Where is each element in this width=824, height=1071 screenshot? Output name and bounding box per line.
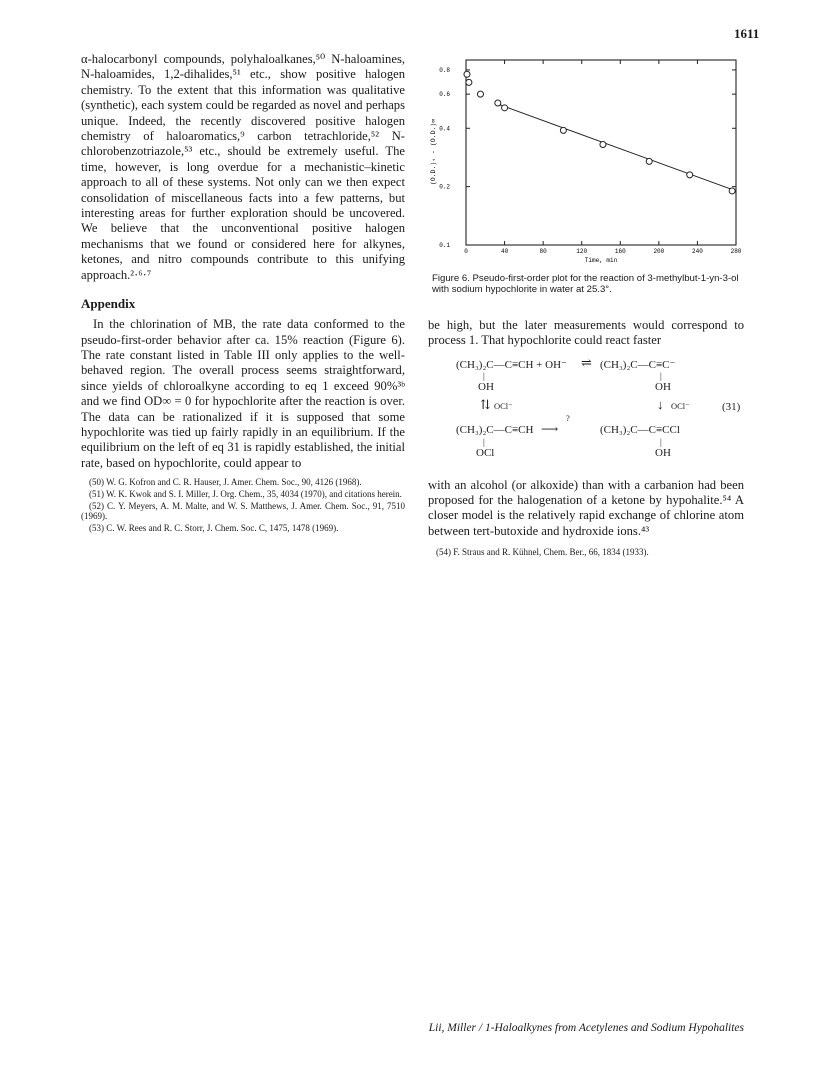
x-tick-label: 80 [539,248,547,255]
x-tick-label: 0 [464,248,468,255]
scheme-ocl-label-1: OCl⁻ [494,400,513,411]
x-tick-label: 40 [500,248,509,255]
y-tick-label: 0.4 [439,125,450,133]
equilibrium-arrow: ⇌ [581,354,592,370]
equation-31 [428,355,744,470]
scheme-ocl-sub: OCl [476,446,495,459]
y-tick-label: 0.2 [439,183,450,191]
data-point [502,105,508,111]
appendix-paragraph: In the chlorination of MB, the rate data conformed to the pseudo-first-order behavior after ca. 15% reaction (Figure 6). The rate constant listed in Table III only applies to the well-behaved region. The overall process seems straightforward, since yields of chloroalkyne according to eq 1 exceed 90%³ᵇ and we find OD∞ = 0 for hypochlorite after the reaction is over. The data can be rationalized if it is supposed that some hypochlorite was tied up fairly rapidly in an equilibrium. If the equilibrium on the left of eq 31 is rapidly established, the initial rate, based on hypochlorite, could appear to [81,317,405,470]
scheme-bond: | [660,370,662,381]
data-point [560,127,566,133]
y-axis-label: (O.D.)ₜ - (O.D.)∞ [430,118,437,186]
data-point [646,158,652,164]
scheme-oh-1: OH [478,380,494,393]
appendix-heading: Appendix [81,296,136,312]
x-tick-label: 120 [576,248,588,255]
fit-line [495,103,736,191]
x-tick-label: 280 [730,248,742,255]
x-tick-label: 240 [692,248,703,255]
y-tick-label: 0.6 [439,91,450,99]
right-paragraph-2: with an alcohol (or alkoxide) than with a carbanion had been proposed for the halogenation of a ketone by hypohalite.⁵⁴ A closer model is the relatively rapid exchange of chlorine atom between tert-butoxide and hydroxide ions.⁴³ [428,477,744,538]
right-paragraph-1: be high, but the later measurements would correspond to process 1. That hypochlorite could react faster [428,317,744,348]
figure-6 [428,52,744,267]
scheme-bond: | [660,436,662,447]
references-left [81,477,405,533]
reference-54: (54) F. Straus and R. Kühnel, Chem. Ber., 66, 1834 (1933). [436,547,649,558]
scheme-bottom-left: (CH₃)₂C—C≡CH [456,423,534,436]
scheme-bottom-right: (CH₃)₂C—C≡CCl [600,423,680,436]
scheme-ocl-label-2: OCl⁻ [671,400,690,411]
right-column [428,52,744,559]
data-point [687,172,693,178]
reference-52: (52) C. Y. Meyers, A. M. Malte, and W. S. Matthews, J. Amer. Chem. Soc., 91, 7510 (1969). [81,500,405,522]
reference-51: (51) W. K. Kwok and S. I. Miller, J. Org. Chem., 35, 4034 (1970), and citations herein. [89,488,402,499]
x-tick-label: 160 [614,248,626,255]
equation-number: (31) [722,400,741,413]
data-point [729,188,735,194]
scheme-oh-sub: OH [655,446,671,459]
left-column [81,52,405,535]
data-point [464,71,470,77]
page-number: 1611 [734,26,760,41]
figure-caption: Figure 6. Pseudo-first-order plot for the reaction of 3-methylbut-1-yn-3-ol with sodium hypochlorite in water at 25.3°. [432,273,739,296]
y-tick-label: 0.8 [439,66,450,74]
page-footer: Lii, Miller / 1-Haloalkynes from Acetylenes and Sodium Hypohalites [428,1022,744,1034]
scheme-oh-2: OH [655,380,671,393]
scheme-bond: | [483,436,485,447]
intro-paragraph: α-halocarbonyl compounds, polyhaloalkanes,⁵⁰ N-haloamines, N-haloamides, 1,2-dihalides,⁵¹ etc., show positive halogen chemistry. To the extent that this information was qualitative (synthetic), each system could be regarded as novel and perhaps unique. Indeed, the recently discovered positive halogen chemistry of haloaromatics,⁹ carbon tetrachloride,⁵² N-chlorobenzotriazole,⁵³ etc., should be extremely useful. The time, however, is long overdue for a mechanistic–kinetic approach to all of these systems. Not only can we then expect consolidation of miscellaneous facts into a few patterns, but interesting areas for further exploration should be uncovered. We believe that the unconventional positive halogen mechanisms that we found or considered here for alkynes, ketones, and nitro compounds contribute to this unifying approach.²·⁶·⁷ [81,52,405,282]
equilibrium-arrow-vertical: ⇅ [480,396,491,412]
figure-6-chart [428,52,744,267]
right-arrow: ⟶ [541,421,559,436]
down-arrow: ↓ [657,396,664,412]
reference-50: (50) W. G. Kofron and C. R. Hauser, J. Amer. Chem. Soc., 90, 4126 (1968). [89,477,362,488]
data-point [477,91,483,97]
reference-53: (53) C. W. Rees and R. C. Storr, J. Chem. Soc. C, 1475, 1478 (1969). [89,522,339,533]
x-tick-label: 200 [653,248,665,255]
scheme-top-left: (CH₃)₂C—C≡CH + OH⁻ [456,358,567,371]
data-point [495,100,501,106]
scheme-top-right: (CH₃)₂C—C≡C⁻ [600,358,676,371]
references-right [428,547,744,557]
scheme-question: ? [566,412,570,423]
plot-frame [466,60,736,245]
data-point [600,141,606,147]
y-tick-label: 0.1 [439,242,450,249]
scheme-bond: | [483,370,485,381]
x-axis-label: Time, min [584,257,618,264]
data-point [466,79,472,85]
